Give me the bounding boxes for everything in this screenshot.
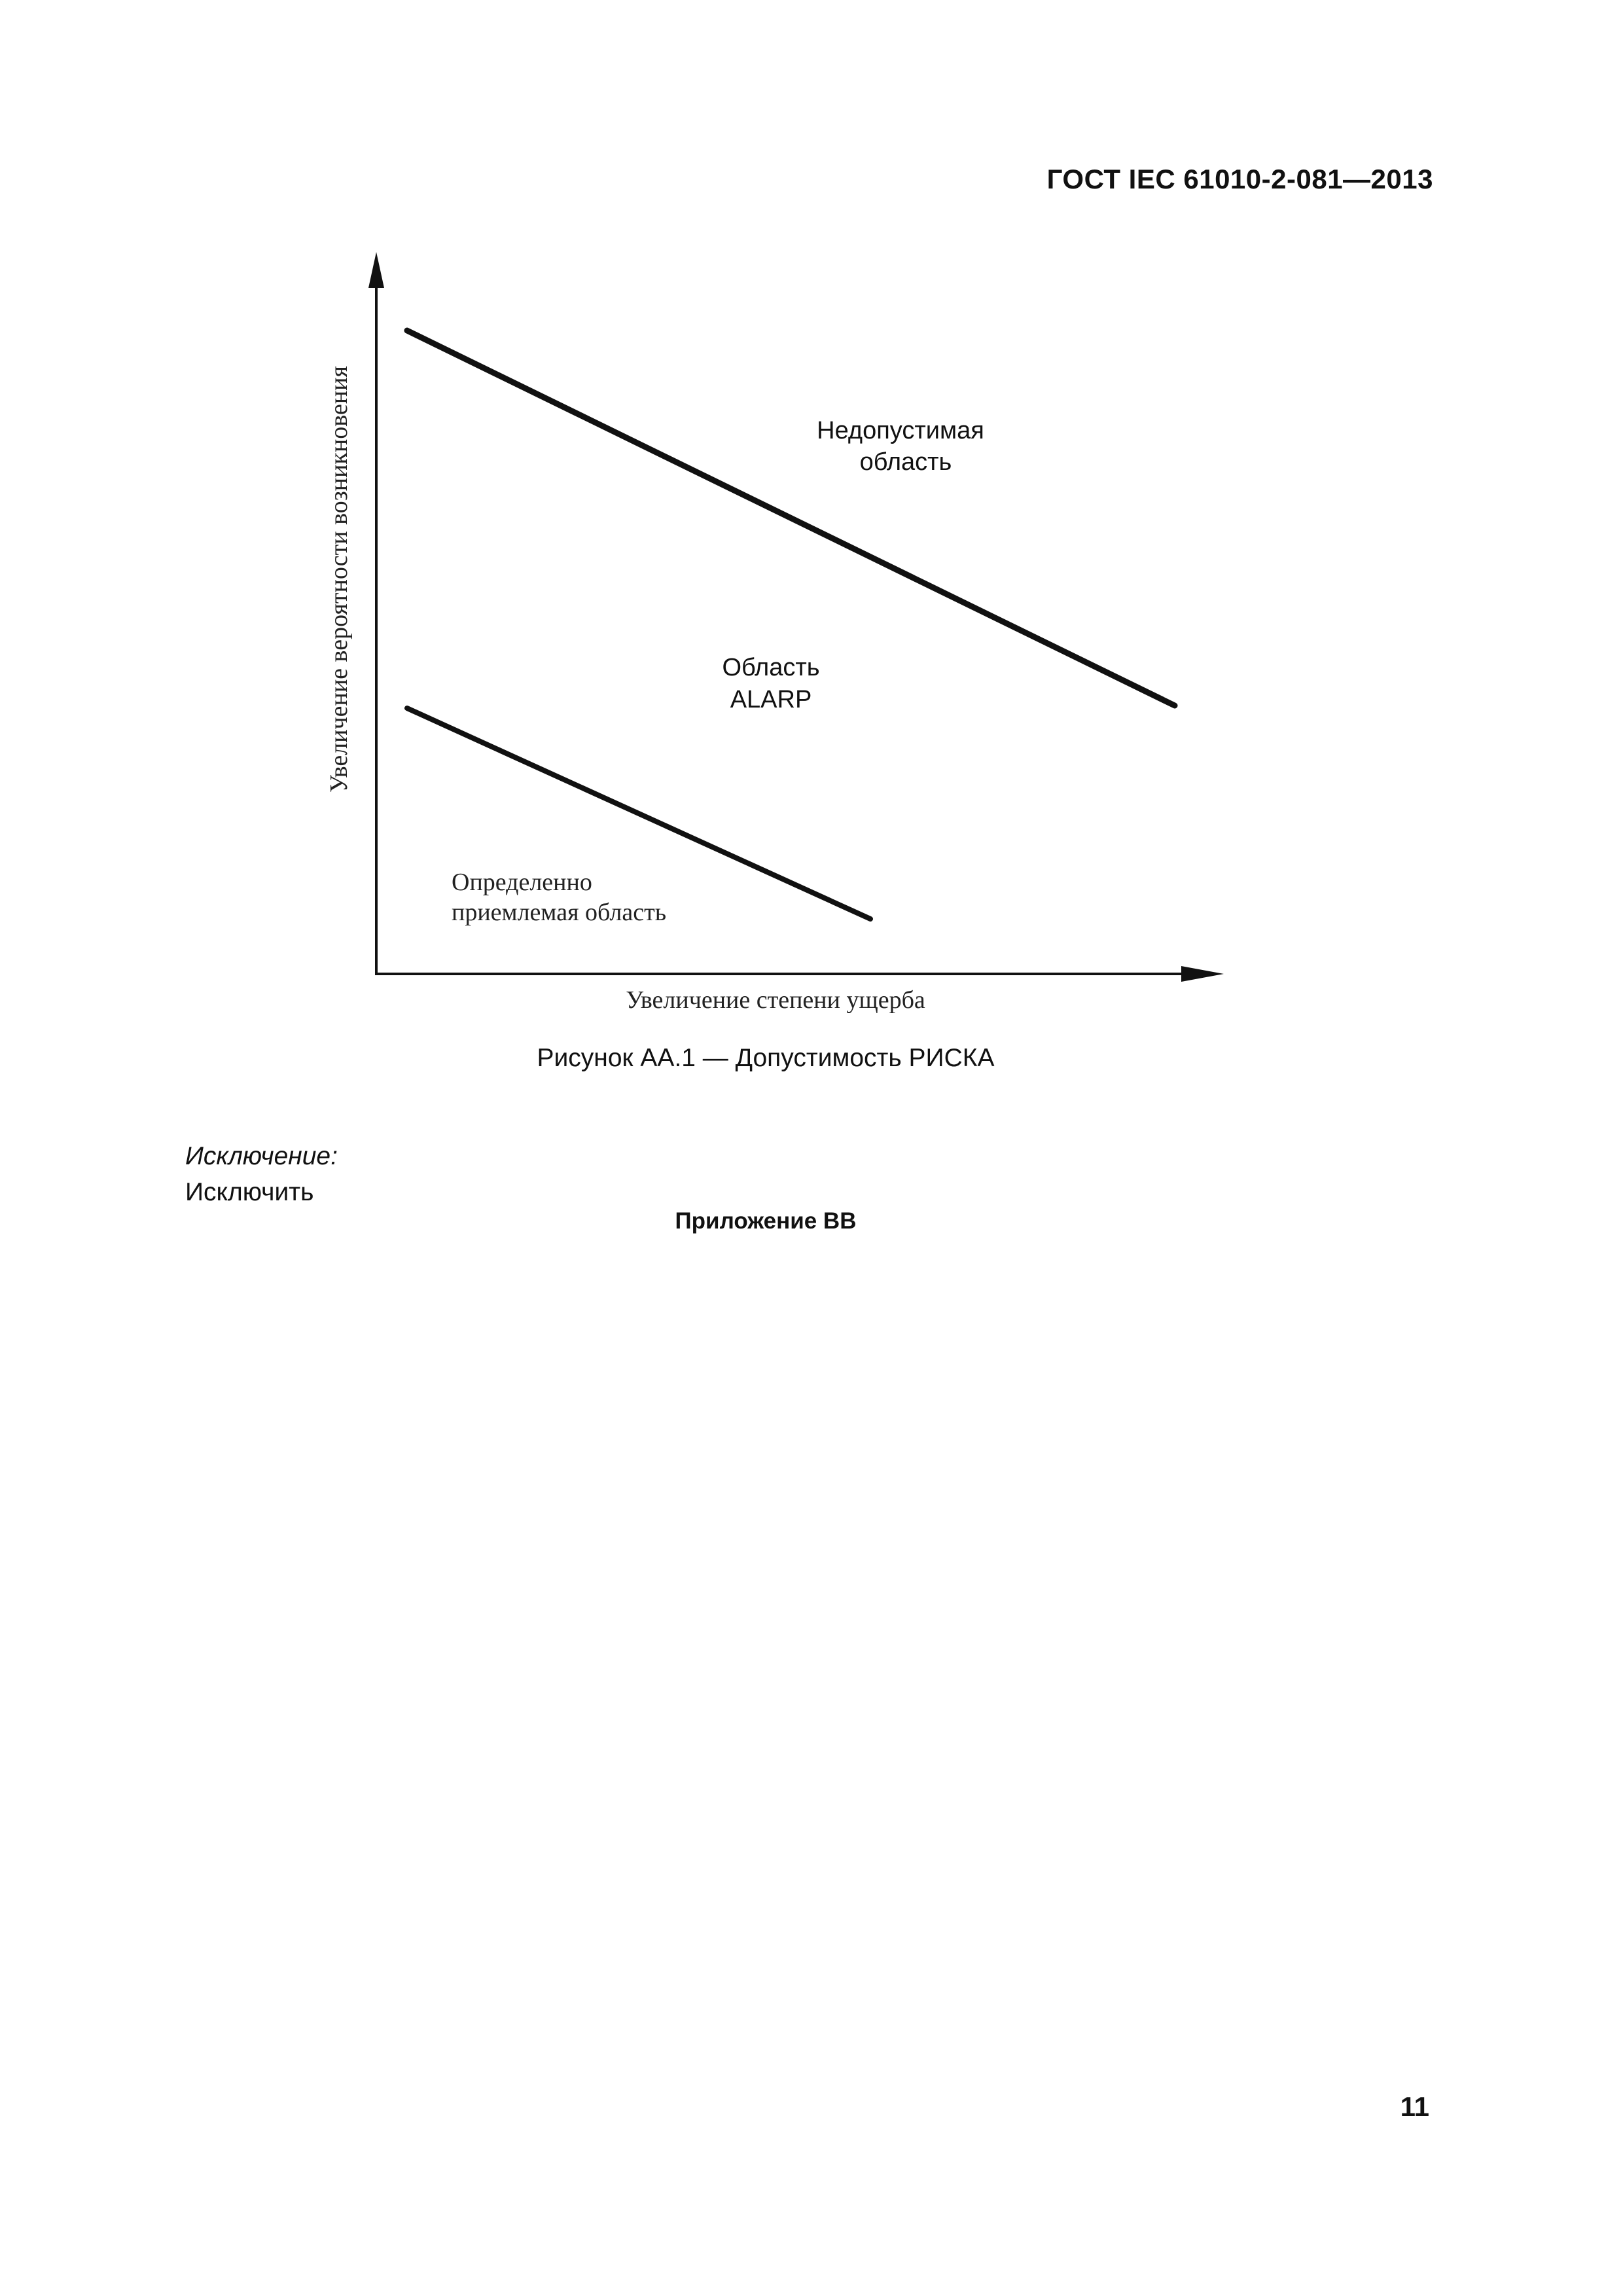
exclusion-text: Исключить — [185, 1178, 314, 1206]
page-number: 11 — [1400, 2091, 1429, 2122]
risk-tolerability-figure — [0, 0, 1623, 1021]
upper-boundary-line — [407, 331, 1175, 706]
document-code-header: ГОСТ IEC 61010-2-081—2013 — [1046, 164, 1433, 194]
x-axis-arrow — [1181, 966, 1224, 982]
risk-diagram — [0, 0, 1623, 1021]
y-axis-label: Увеличение вероятности возникновения — [325, 366, 353, 793]
x-axis-label: Увеличение степени ущерба — [626, 986, 925, 1014]
region-acceptable-line1: Определенно — [452, 869, 592, 896]
region-unacceptable-line2: область — [859, 448, 952, 476]
region-alarp-line1: Область — [722, 654, 820, 681]
exclusion-title: Исключение: — [185, 1142, 338, 1170]
appendix-title: Приложение ВВ — [675, 1208, 857, 1234]
region-acceptable-line2: приемлемая область — [452, 899, 667, 926]
y-axis-arrow — [368, 252, 384, 288]
region-unacceptable-line1: Недопустимая — [817, 417, 984, 444]
region-alarp-line2: ALARP — [730, 686, 812, 713]
figure-caption: Рисунок АА.1 — Допустимость РИСКА — [537, 1044, 995, 1072]
